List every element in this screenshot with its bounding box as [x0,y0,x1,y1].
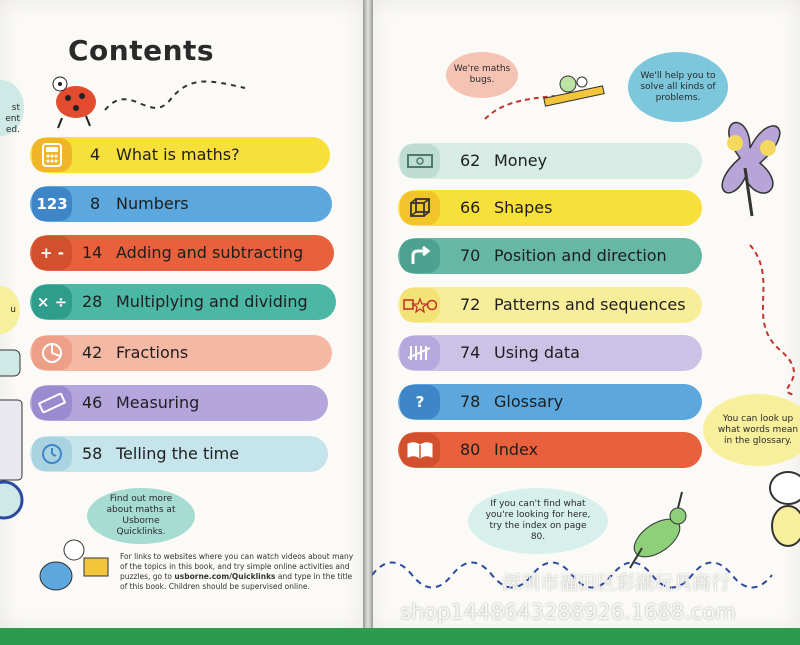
bug-character-icon [758,464,800,554]
chapter-title: Glossary [494,392,564,411]
chapter-title: Numbers [116,194,189,213]
question-icon: ? [400,385,440,419]
dashed-path-decoration [100,70,250,130]
chapter-title: Fractions [116,343,189,362]
contents-entry[interactable] [398,238,702,274]
speech-bubble-maths-bugs: We're maths bugs. [446,52,518,98]
chapter-title: Multiplying and dividing [116,292,308,311]
bubble-fragment: u [10,304,16,315]
contents-entry[interactable] [398,384,702,420]
speech-bubble-quicklinks: Find out more about maths at Usborne Quicklinks. [87,488,195,544]
page-number: 66 [460,198,481,217]
book-icon [400,433,440,467]
plus-minus-icon: + - [32,236,72,270]
butterfly-icon [690,108,800,218]
chapter-title: Patterns and sequences [494,295,686,314]
turn-arrow-icon [400,239,440,273]
contents-entry[interactable] [30,284,336,320]
contents-entry[interactable] [30,436,328,472]
page-number: 28 [82,292,103,311]
note-text: For links to websites where you can watch videos about many of the topics in this book, and try simple online activities and puzzles, go to [120,552,354,581]
calculator-icon [32,138,72,172]
book-cover-bottom [0,628,800,645]
ladybug-icon [46,70,106,130]
cube-icon [400,191,440,225]
contents-entry[interactable] [30,385,328,421]
shapes-pattern-icon [400,288,440,322]
chapter-title: Money [494,151,548,170]
clock-icon [32,437,72,471]
pie-chart-icon [32,336,72,370]
page-number: 74 [460,343,481,362]
contents-entry[interactable] [398,143,702,179]
watermark-shop: shop1448643288926.1688.com [400,600,736,624]
chapter-title: Measuring [116,393,200,412]
banknote-icon [400,144,440,178]
chapter-title: Using data [494,343,580,362]
bug-on-pencil-icon [538,70,618,110]
chapter-title: What is maths? [116,145,240,164]
chapter-title: Index [494,440,539,459]
chapter-title: Position and direction [494,246,667,265]
page-number: 42 [82,343,103,362]
speech-bubble-cant-find: If you can't find what you're looking for here, try the index on page 80. [468,488,608,554]
chapter-title: Shapes [494,198,553,217]
page-number: 14 [82,243,103,262]
tally-icon [400,336,440,370]
grasshopper-icon [612,488,702,578]
dashed-path-decoration-3 [740,240,800,400]
page-number: 58 [82,444,103,463]
page-number: 72 [460,295,481,314]
robot-character-icon [0,340,32,560]
watermark-cn: 深圳市福田区彩湖玩具商行 [502,572,731,594]
contents-entry[interactable] [30,335,332,371]
page-number: 80 [460,440,481,459]
page-number: 78 [460,392,481,411]
quicklinks-note [120,552,355,592]
bubble-fragment: st [11,103,20,113]
contents-entry[interactable] [398,287,702,323]
book-spine [363,0,373,645]
quicklinks-url: usborne.com/Quicklinks [174,572,276,581]
page-number: 8 [90,194,101,213]
page-number: 4 [90,145,101,164]
page-number: 46 [82,393,103,412]
bug-with-laptop-icon [34,528,114,598]
bubble-fragment: ent [5,114,20,124]
contents-entry[interactable] [30,137,330,173]
contents-entry[interactable] [398,335,702,371]
bubble-fragment: ed. [5,125,20,135]
page-title: Contents [68,34,215,67]
speech-bubble-look-up: You can look up what words mean in the glossary. [703,394,800,466]
contents-entry[interactable] [30,235,334,271]
chapter-title: Telling the time [116,444,240,463]
digits-icon: 123 [32,187,72,221]
contents-entry[interactable] [30,186,332,222]
times-divide-icon: × ÷ [32,285,72,319]
page-number: 70 [460,246,481,265]
chapter-title: Adding and subtracting [116,243,304,262]
ruler-icon [32,386,72,420]
note-text: and type in the title of this book. Children should be supervised online. [120,572,353,591]
page-number: 62 [460,151,481,170]
contents-entry[interactable] [398,432,702,468]
contents-entry[interactable] [398,190,702,226]
speech-bubble-help: We'll help you to solve all kinds of problems. [628,52,728,122]
